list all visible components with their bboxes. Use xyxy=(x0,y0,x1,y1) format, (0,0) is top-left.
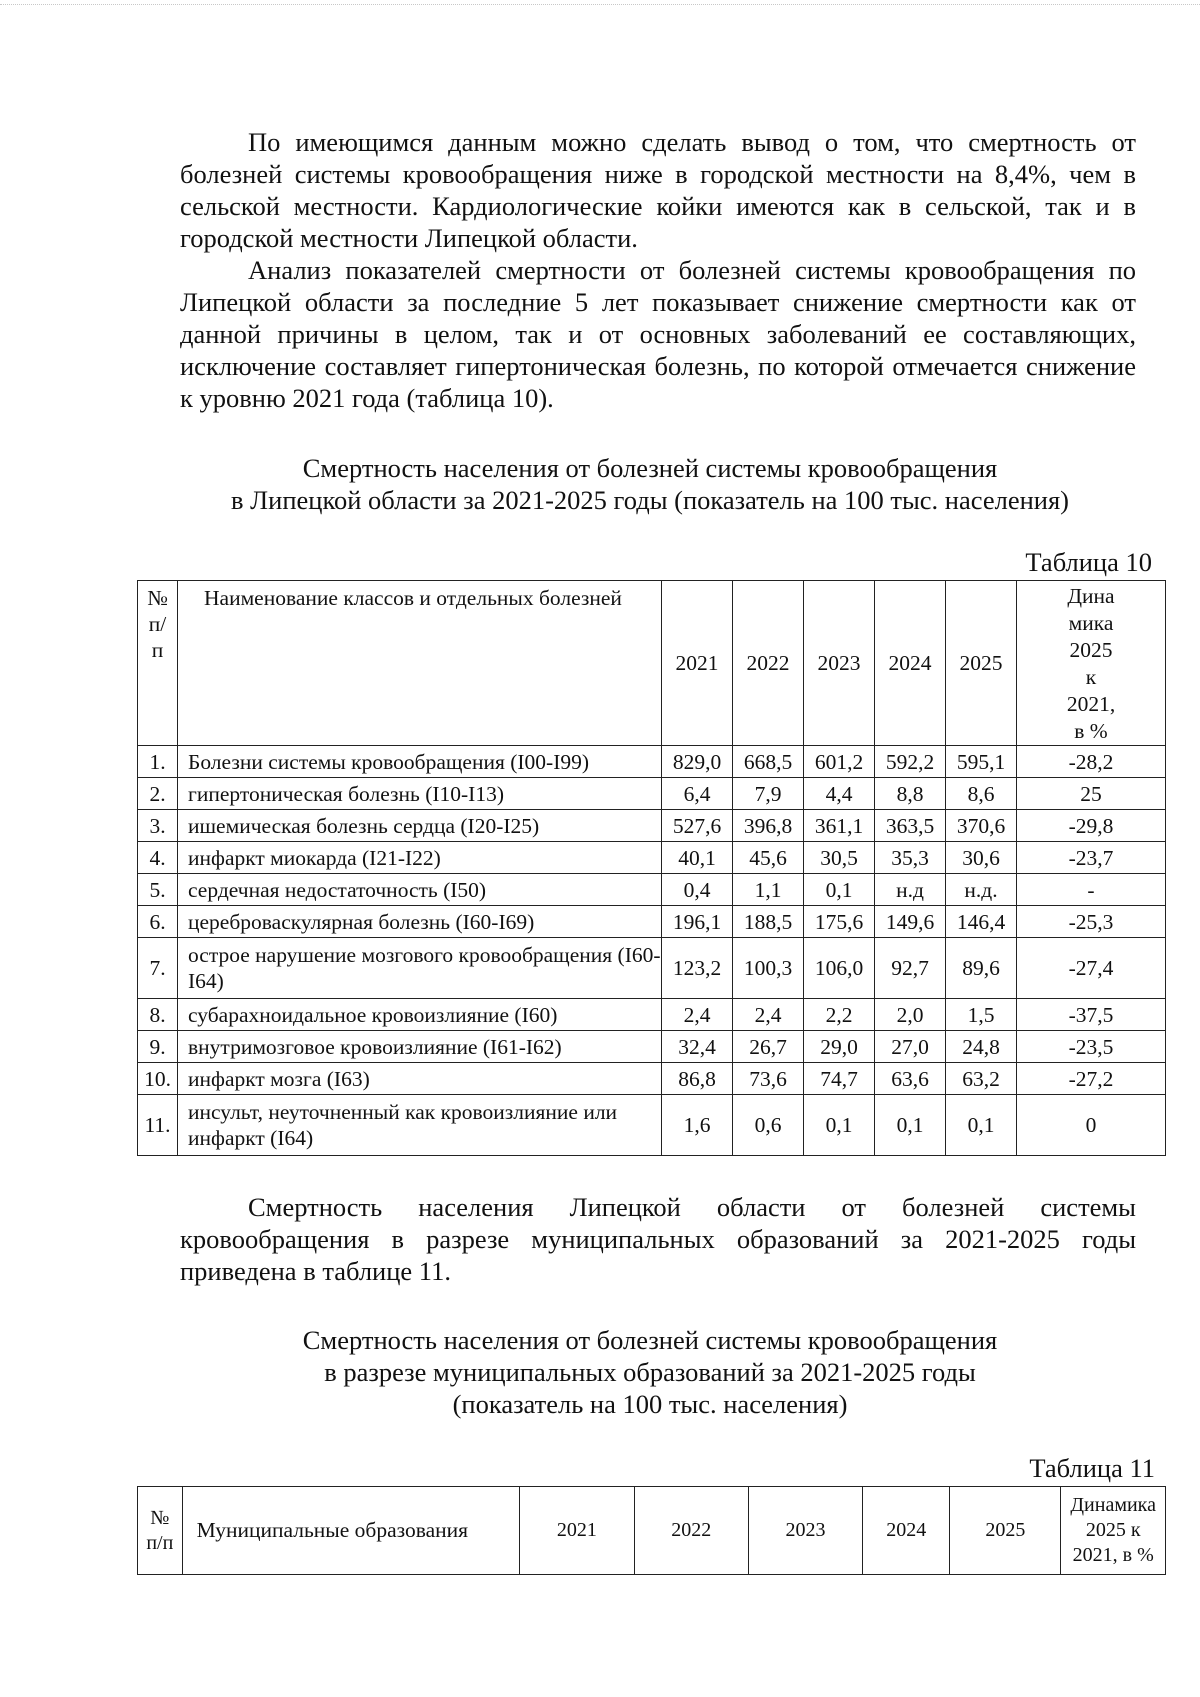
row-number: 8. xyxy=(138,999,178,1031)
row-dynamics-value: 25 xyxy=(1017,778,1166,810)
row-year-value: 30,5 xyxy=(804,842,875,874)
row-year-value: 0,1 xyxy=(875,1095,946,1156)
row-year-value: 361,1 xyxy=(804,810,875,842)
row-year-value: 370,6 xyxy=(946,810,1017,842)
row-year-value: 188,5 xyxy=(733,906,804,938)
row-disease-name: инфаркт миокарда (I21-I22) xyxy=(178,842,662,874)
row-disease-name: острое нарушение мозгового кровообращения (I60-I64) xyxy=(178,938,662,999)
row-disease-name: Болезни системы кровообращения (I00-I99) xyxy=(178,746,662,778)
row-year-value: 45,6 xyxy=(733,842,804,874)
table11-title-line2: в разрезе муниципальных образований за 2021-2025 годы xyxy=(324,1357,976,1387)
row-year-value: 527,6 xyxy=(662,810,733,842)
paragraph-urban-rural: По имеющимся данным можно сделать вывод о том, что смертность от болезней системы кровообращения ниже в городской местности на 8,4%, чем в сельской местности. Кардиологические койки имеются как в сельской, так и в городской местности Липецкой области. xyxy=(180,127,1136,253)
table11-header-name: Муниципальные образования xyxy=(182,1487,520,1575)
header-dynamics-line: 2025 к xyxy=(1085,1519,1141,1541)
row-year-value: 26,7 xyxy=(733,1031,804,1063)
row-year-value: 123,2 xyxy=(662,938,733,999)
row-year-value: 175,6 xyxy=(804,906,875,938)
table11-title-line3: (показатель на 100 тыс. населения) xyxy=(452,1389,848,1419)
paragraph-analysis: Анализ показателей смертности от болезней системы кровообращения по Липецкой области за последние 5 лет показывает снижение смертности как от данной причины в целом, так и от основных заболеваний ее составляющих, исключение составляет гипертоническая болезнь, по которой отмечается снижение к уровню 2021 года (таблица 10). xyxy=(180,255,1136,413)
row-year-value: 668,5 xyxy=(733,746,804,778)
header-num-line: № xyxy=(150,1506,170,1529)
row-disease-name: гипертоническая болезнь (I10-I13) xyxy=(178,778,662,810)
row-disease-name: цереброваскулярная болезнь (I60-I69) xyxy=(178,906,662,938)
table10-header-year: 2021 xyxy=(662,581,733,746)
row-year-value: 6,4 xyxy=(662,778,733,810)
row-dynamics-value: -23,7 xyxy=(1017,842,1166,874)
row-year-value: 0,1 xyxy=(804,874,875,906)
row-dynamics-value: -23,5 xyxy=(1017,1031,1166,1063)
row-year-value: 89,6 xyxy=(946,938,1017,999)
table11-header-year: 2025 xyxy=(950,1487,1061,1575)
row-dynamics-value: -37,5 xyxy=(1017,999,1166,1031)
row-dynamics-value: -25,3 xyxy=(1017,906,1166,938)
row-year-value: 363,5 xyxy=(875,810,946,842)
row-disease-name: субарахноидальное кровоизлияние (I60) xyxy=(178,999,662,1031)
row-number: 5. xyxy=(138,874,178,906)
row-year-value: 30,6 xyxy=(946,842,1017,874)
row-year-value: 0,6 xyxy=(733,1095,804,1156)
table-row xyxy=(138,1063,1166,1095)
row-year-value: 8,6 xyxy=(946,778,1017,810)
table11-title-line1: Смертность населения от болезней системы кровообращения xyxy=(302,1325,998,1355)
page-top-border xyxy=(0,4,1200,6)
header-dynamics-line: к xyxy=(1085,665,1097,689)
row-year-value: 92,7 xyxy=(875,938,946,999)
row-year-value: н.д xyxy=(875,874,946,906)
row-year-value: 4,4 xyxy=(804,778,875,810)
row-number: 10. xyxy=(138,1063,178,1095)
table-row xyxy=(138,810,1166,842)
table10-label: Таблица 10 xyxy=(1025,547,1152,577)
row-year-value: 1,5 xyxy=(946,999,1017,1031)
table10-header-name: Наименование классов и отдельных болезней xyxy=(178,581,662,746)
table10-header-dynamics xyxy=(1017,581,1166,746)
header-dynamics-line: Динамика xyxy=(1070,1494,1156,1516)
row-year-value: 829,0 xyxy=(662,746,733,778)
row-year-value: 63,6 xyxy=(875,1063,946,1095)
row-year-value: 149,6 xyxy=(875,906,946,938)
row-year-value: н.д. xyxy=(946,874,1017,906)
row-year-value: 601,2 xyxy=(804,746,875,778)
row-disease-name: инфаркт мозга (I63) xyxy=(178,1063,662,1095)
row-number: 9. xyxy=(138,1031,178,1063)
table11-title xyxy=(150,1324,1150,1420)
table10-header-year: 2023 xyxy=(804,581,875,746)
header-dynamics-line: в % xyxy=(1074,719,1108,743)
table-row xyxy=(138,1031,1166,1063)
row-dynamics-value: 0 xyxy=(1017,1095,1166,1156)
row-year-value: 2,2 xyxy=(804,999,875,1031)
row-year-value: 0,1 xyxy=(804,1095,875,1156)
row-number: 6. xyxy=(138,906,178,938)
row-disease-name: внутримозговое кровоизлияние (I61-I62) xyxy=(178,1031,662,1063)
table11 xyxy=(137,1486,1166,1575)
row-disease-name: ишемическая болезнь сердца (I20-I25) xyxy=(178,810,662,842)
table10-title-line2: в Липецкой области за 2021-2025 годы (показатель на 100 тыс. населения) xyxy=(231,485,1069,515)
row-year-value: 7,9 xyxy=(733,778,804,810)
paragraph-table11-intro: Смертность населения Липецкой области от болезней системы кровообращения в разрезе муниципальных образований за 2021-2025 годы приведена в таблице 11. xyxy=(180,1192,1136,1286)
row-year-value: 35,3 xyxy=(875,842,946,874)
header-dynamics-line: 2025 xyxy=(1069,638,1113,662)
table10-header-year: 2022 xyxy=(733,581,804,746)
row-year-value: 8,8 xyxy=(875,778,946,810)
row-dynamics-value: -28,2 xyxy=(1017,746,1166,778)
row-year-value: 2,4 xyxy=(733,999,804,1031)
row-dynamics-value: -27,2 xyxy=(1017,1063,1166,1095)
row-year-value: 2,0 xyxy=(875,999,946,1031)
row-dynamics-value: -27,4 xyxy=(1017,938,1166,999)
table11-header-year: 2021 xyxy=(520,1487,634,1575)
header-dynamics-line: 2021, xyxy=(1066,692,1116,716)
table-row xyxy=(138,906,1166,938)
row-year-value: 1,1 xyxy=(733,874,804,906)
header-num-line: п/п xyxy=(146,1531,174,1554)
row-year-value: 396,8 xyxy=(733,810,804,842)
table11-header-year: 2024 xyxy=(863,1487,950,1575)
table-row xyxy=(138,938,1166,999)
row-number: 1. xyxy=(138,746,178,778)
header-dynamics-line: мика xyxy=(1068,611,1114,635)
row-year-value: 63,2 xyxy=(946,1063,1017,1095)
table10-header-num xyxy=(138,581,178,746)
row-year-value: 2,4 xyxy=(662,999,733,1031)
table10-header-row xyxy=(138,581,1166,746)
row-year-value: 32,4 xyxy=(662,1031,733,1063)
row-disease-name: инсульт, неуточненный как кровоизлияние или инфаркт (I64) xyxy=(178,1095,662,1156)
row-year-value: 196,1 xyxy=(662,906,733,938)
table-row xyxy=(138,746,1166,778)
row-year-value: 74,7 xyxy=(804,1063,875,1095)
table-row xyxy=(138,778,1166,810)
row-disease-name: сердечная недостаточность (I50) xyxy=(178,874,662,906)
row-number: 7. xyxy=(138,938,178,999)
table10-body xyxy=(138,746,1166,1156)
table10-title xyxy=(150,452,1150,516)
row-year-value: 595,1 xyxy=(946,746,1017,778)
row-year-value: 1,6 xyxy=(662,1095,733,1156)
header-dynamics-line: Дина xyxy=(1067,584,1115,608)
row-year-value: 592,2 xyxy=(875,746,946,778)
table-row xyxy=(138,999,1166,1031)
table11-header-dynamics xyxy=(1061,1487,1166,1575)
row-year-value: 146,4 xyxy=(946,906,1017,938)
row-year-value: 100,3 xyxy=(733,938,804,999)
table10-header-year: 2024 xyxy=(875,581,946,746)
header-dynamics-line: 2021, в % xyxy=(1072,1544,1154,1566)
row-year-value: 86,8 xyxy=(662,1063,733,1095)
table11-header-year: 2023 xyxy=(748,1487,862,1575)
table11-label: Таблица 11 xyxy=(1029,1453,1155,1483)
row-year-value: 106,0 xyxy=(804,938,875,999)
table11-header-year: 2022 xyxy=(634,1487,748,1575)
table11-header-num xyxy=(138,1487,183,1575)
row-number: 3. xyxy=(138,810,178,842)
header-num-line: п/ xyxy=(148,612,167,636)
row-dynamics-value: - xyxy=(1017,874,1166,906)
row-number: 11. xyxy=(138,1095,178,1156)
row-year-value: 24,8 xyxy=(946,1031,1017,1063)
table10-title-line1: Смертность населения от болезней системы кровообращения xyxy=(302,453,998,483)
table-row xyxy=(138,842,1166,874)
table11-header-row xyxy=(138,1487,1166,1575)
table10 xyxy=(137,580,1166,1156)
table10-header-year: 2025 xyxy=(946,581,1017,746)
row-year-value: 27,0 xyxy=(875,1031,946,1063)
row-year-value: 29,0 xyxy=(804,1031,875,1063)
row-year-value: 73,6 xyxy=(733,1063,804,1095)
row-year-value: 0,4 xyxy=(662,874,733,906)
row-number: 4. xyxy=(138,842,178,874)
row-year-value: 40,1 xyxy=(662,842,733,874)
row-year-value: 0,1 xyxy=(946,1095,1017,1156)
row-number: 2. xyxy=(138,778,178,810)
header-num-line: № xyxy=(147,586,168,610)
table-row xyxy=(138,874,1166,906)
row-dynamics-value: -29,8 xyxy=(1017,810,1166,842)
table-row xyxy=(138,1095,1166,1156)
header-num-line: п xyxy=(151,638,164,662)
